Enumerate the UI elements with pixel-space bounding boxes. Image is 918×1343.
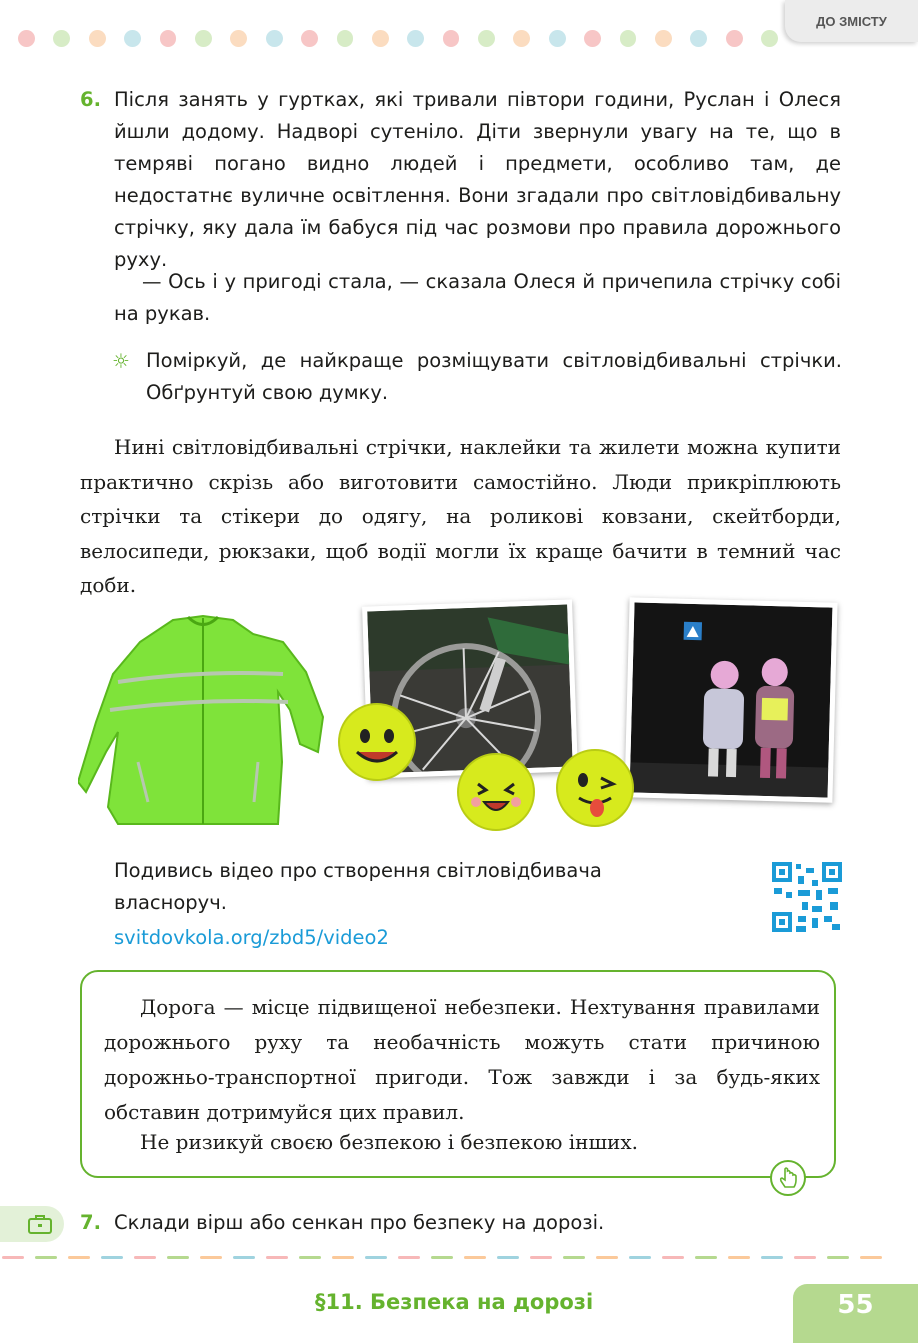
- children-night-photo: [624, 597, 837, 802]
- portfolio-marker: [0, 1206, 64, 1242]
- task-7-text: Склади вірш або сенкан про безпеку на дорозі.: [114, 1211, 605, 1234]
- decorative-dot: [266, 30, 283, 47]
- decorative-dot: [337, 30, 354, 47]
- decorative-dot: [372, 30, 389, 47]
- decorative-dots-row: [18, 30, 778, 48]
- decorative-dash: [530, 1256, 552, 1259]
- think-prompt-text: Поміркуй, де найкраще розміщувати світловідбивальні стрічки. Обґрунтуй свою думку.: [146, 349, 842, 404]
- video-description: Подивись відео про створення світловідбивача власноруч.: [114, 859, 602, 914]
- safety-rule-emphasis: Не ризикуй своєю безпекою і безпекою інших.: [140, 1130, 638, 1154]
- main-paragraph: Нині світловідбивальні стрічки, наклейки та жилети можна купити практично скрізь або виготовити самостійно. Люди прикріплюють стрічки та стікери до одягу, на роликові ковзани, скейтборди, велосипеди, рюкзаки, щоб водії могли їх краще бачити в темний час доби.: [80, 435, 841, 597]
- decorative-dash: [299, 1256, 321, 1259]
- decorative-dash: [695, 1256, 717, 1259]
- decorative-dot: [443, 30, 460, 47]
- table-of-contents-button[interactable]: ДО ЗМІСТУ: [785, 0, 918, 42]
- decorative-dash: [761, 1256, 783, 1259]
- decorative-dash-row: [0, 1256, 918, 1260]
- decorative-dot: [478, 30, 495, 47]
- decorative-dot: [160, 30, 177, 47]
- task-6-paragraph: Після занять у гуртках, які тривали півтори години, Руслан і Олеся йшли додому. Надворі сутеніло. Діти звернули увагу на те, що в темряві погано видно людей і предмети, особливо там, де недостатнє вуличне освітлення. Вони згадали про світловідбивальну стрічку, яку дала їм бабуся під час розмови про правила дорожнього руху.: [114, 88, 841, 271]
- decorative-dot: [549, 30, 566, 47]
- smiley-sticker-laughing: [456, 752, 536, 832]
- smiley-sticker-happy: [337, 702, 417, 782]
- decorative-dash: [662, 1256, 684, 1259]
- decorative-dash: [134, 1256, 156, 1259]
- decorative-dash: [563, 1256, 585, 1259]
- decorative-dash: [596, 1256, 618, 1259]
- safety-rule-text: Дорога — місце підвищеної небезпеки. Нехтування правилами дорожнього руху та необачність можуть стати причиною дорожньо-транспортної пригоди. Тож завжди і за будь-яких обставин дотримуйся цих правил.: [104, 995, 820, 1124]
- decorative-dot: [584, 30, 601, 47]
- decorative-dash: [860, 1256, 882, 1259]
- decorative-dash: [728, 1256, 750, 1259]
- decorative-dash: [35, 1256, 57, 1259]
- page-number: 55: [793, 1284, 918, 1343]
- decorative-dash: [827, 1256, 849, 1259]
- safety-rule-box: [80, 970, 836, 1178]
- decorative-dot: [195, 30, 212, 47]
- task-6-dialogue: — Ось і у пригоді стала, — сказала Олеся й причепила стрічку собі на рукав.: [114, 270, 841, 325]
- decorative-dash: [101, 1256, 123, 1259]
- decorative-dot: [124, 30, 141, 47]
- decorative-dash: [2, 1256, 24, 1259]
- task-number: 6.: [80, 88, 101, 111]
- decorative-dash: [464, 1256, 486, 1259]
- decorative-dot: [620, 30, 637, 47]
- decorative-dot: [407, 30, 424, 47]
- decorative-dot: [513, 30, 530, 47]
- decorative-dot: [690, 30, 707, 47]
- decorative-dot: [761, 30, 778, 47]
- decorative-dash: [68, 1256, 90, 1259]
- decorative-dot: [726, 30, 743, 47]
- reflective-jacket-image: [78, 612, 328, 827]
- decorative-dot: [230, 30, 247, 47]
- sun-icon: ☼: [112, 349, 130, 373]
- decorative-dot: [53, 30, 70, 47]
- decorative-dash: [497, 1256, 519, 1259]
- decorative-dash: [266, 1256, 288, 1259]
- decorative-dash: [167, 1256, 189, 1259]
- decorative-dash: [200, 1256, 222, 1259]
- decorative-dot: [301, 30, 318, 47]
- decorative-dash: [365, 1256, 387, 1259]
- briefcase-icon: [28, 1214, 52, 1234]
- decorative-dash: [629, 1256, 651, 1259]
- task-number: 7.: [80, 1211, 101, 1234]
- decorative-dash: [431, 1256, 453, 1259]
- decorative-dash: [794, 1256, 816, 1259]
- decorative-dot: [655, 30, 672, 47]
- smiley-sticker-wink: [555, 748, 635, 828]
- qr-code-icon[interactable]: [772, 862, 842, 932]
- section-title: §11. Безпека на дорозі: [315, 1290, 594, 1314]
- decorative-dash: [398, 1256, 420, 1259]
- pointing-hand-icon: [770, 1160, 806, 1196]
- decorative-dash: [332, 1256, 354, 1259]
- decorative-dash: [233, 1256, 255, 1259]
- video-link[interactable]: svitdovkola.org/zbd5/video2: [114, 926, 389, 949]
- decorative-dot: [89, 30, 106, 47]
- decorative-dot: [18, 30, 35, 47]
